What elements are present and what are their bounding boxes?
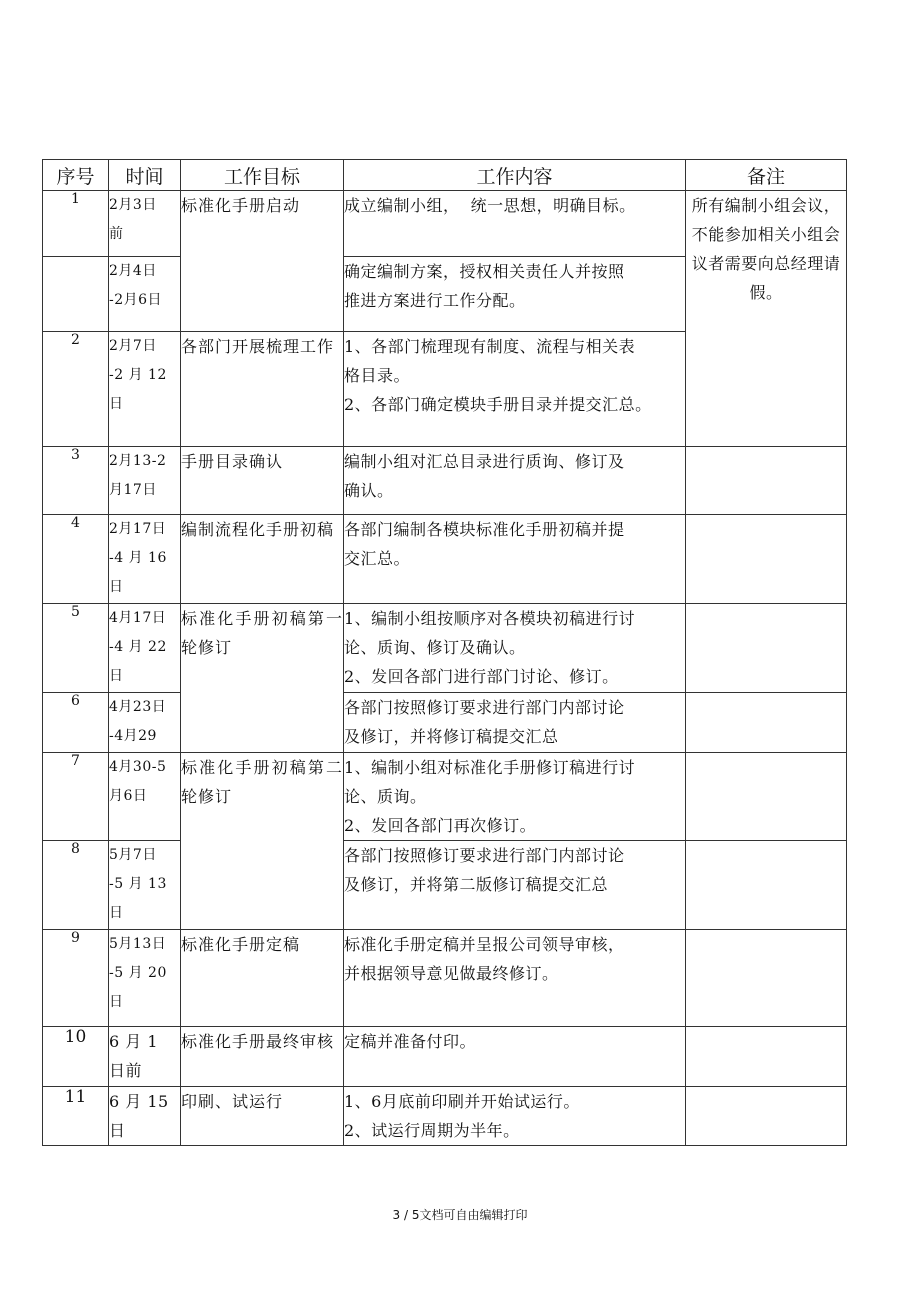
time-line: 2月3日 [109,197,157,213]
content-line: 及修订，并将修订稿提交汇总 [344,727,559,746]
time-line: 2月13-2 [109,453,167,469]
content-line: 1、编制小组按顺序对各模块初稿进行讨 [344,609,636,628]
time-line: 4月30-5 [109,759,167,775]
content-cell [344,753,686,841]
seq-cell: 1 [43,191,109,257]
seq-cell: 11 [43,1087,109,1146]
note-cell-empty [686,1027,847,1087]
content-cell [344,447,686,515]
time-cell [109,332,181,447]
content-line: 1、6月底前印刷并开始试运行。 [344,1092,580,1111]
goal-cell: 印刷、试运行 [181,1087,344,1146]
seq-cell: 10 [43,1027,109,1087]
time-line: 日 [109,1121,126,1140]
note-cell-empty [686,753,847,841]
time-line: 5月7日 [109,847,157,863]
time-line: -4 月 16 [109,550,167,566]
content-cell [344,257,686,332]
table-row [43,753,847,841]
content-cell [344,515,686,604]
seq-cell: 3 [43,447,109,515]
seq-cell: 8 [43,841,109,930]
time-line: -5 月 20 [109,965,167,981]
content-line: 1、各部门梳理现有制度、流程与相关表 [344,337,636,356]
time-line: 5月13日 [109,936,167,952]
goal-cell: 各部门开展梳理工作 [181,332,344,447]
goal-cell: 标准化手册启动 [181,191,344,332]
time-line: -2 月 12 [109,367,167,383]
content-line: 定稿并准备付印。 [344,1032,477,1051]
time-cell [109,604,181,693]
note-cell-empty [686,1087,847,1146]
time-cell [109,841,181,930]
time-cell [109,930,181,1027]
time-line: 2月4日 [109,263,157,279]
content-line: 确认。 [344,481,394,500]
content-line: 标准化手册定稿并呈报公司领导审核， [344,935,625,954]
note-cell-empty [686,841,847,930]
content-line: 确定编制方案，授权相关责任人并按照 [344,262,625,281]
time-line: 4月23日 [109,699,167,715]
note-cell-empty [686,515,847,604]
content-line: 各部门按照修订要求进行部门内部讨论 [344,698,625,717]
content-line: 格目录。 [344,366,411,385]
content-cell [344,930,686,1027]
table-row [43,447,847,515]
seq-cell: 5 [43,604,109,693]
time-line: 4月17日 [109,610,167,626]
seq-cell: 9 [43,930,109,1027]
content-line: 论、质询、修订及确认。 [344,638,526,657]
goal-cell: 编制流程化手册初稿 [181,515,344,604]
time-cell [109,257,181,332]
content-line: 2、发回各部门再次修订。 [344,816,537,835]
table-row [43,515,847,604]
time-line: -2月6日 [109,292,163,308]
time-line: 日前 [109,1061,143,1080]
note-cell-empty [686,930,847,1027]
time-cell [109,1027,181,1087]
note-cell-empty [686,604,847,693]
table-row [43,841,847,930]
content-line: 推进方案进行工作分配。 [344,291,526,310]
table-row [43,1027,847,1087]
content-line: 及修订，并将第二版修订稿提交汇总 [344,875,609,894]
table-row [43,604,847,693]
content-cell [344,604,686,693]
goal-cell: 标准化手册定稿 [181,930,344,1027]
content-line: 成立编制小组， 统一思想，明确目标。 [344,196,636,215]
time-line: -5 月 13 [109,876,167,892]
table-row [43,693,847,753]
time-cell [109,1087,181,1146]
content-cell [344,693,686,753]
content-line: 论、质询。 [344,787,427,806]
note-cell-empty [686,693,847,753]
header-note: 备注 [686,160,847,191]
time-line: 日 [109,668,124,684]
seq-cell: 2 [43,332,109,447]
time-cell [109,515,181,604]
time-line: 日 [109,905,124,921]
table-row [43,1087,847,1146]
time-cell [109,693,181,753]
goal-cell: 标准化手册初稿第一轮修订 [181,604,344,753]
content-cell [344,1027,686,1087]
content-line: 2、发回各部门进行部门讨论、修订。 [344,667,619,686]
work-plan-table [42,159,847,1146]
table-header-row [43,160,847,191]
content-line: 各部门按照修订要求进行部门内部讨论 [344,846,625,865]
goal-cell: 标准化手册初稿第二轮修订 [181,753,344,930]
content-cell [344,191,686,257]
content-line: 编制小组对汇总目录进行质询、修订及 [344,452,625,471]
time-line: 月17日 [109,482,157,498]
time-cell [109,191,181,257]
time-line: -4 月 22 [109,639,167,655]
time-line: 前 [109,226,124,242]
goal-cell: 标准化手册最终审核 [181,1027,344,1087]
seq-cell: 4 [43,515,109,604]
content-line: 并根据领导意见做最终修订。 [344,964,559,983]
header-seq: 序号 [43,160,109,191]
time-line: 2月7日 [109,338,157,354]
content-line: 各部门编制各模块标准化手册初稿并提 [344,520,625,539]
header-content: 工作内容 [344,160,686,191]
content-line: 交汇总。 [344,549,411,568]
page-footer: 3 / 5文档可自由编辑打印 [392,1208,528,1222]
table-row [43,930,847,1027]
time-line: 日 [109,396,124,412]
seq-cell: 7 [43,753,109,841]
content-cell [344,841,686,930]
content-line: 2、试运行周期为半年。 [344,1121,520,1140]
header-time: 时间 [109,160,181,191]
time-line: 6 月 15 [109,1092,169,1111]
note-cell-empty [686,447,847,515]
seq-cell: 6 [43,693,109,753]
content-line: 1、编制小组对标准化手册修订稿进行讨 [344,758,636,777]
table-row [43,191,847,257]
goal-cell: 手册目录确认 [181,447,344,515]
note-cell: 所有编制小组会议，不能参加相关小组会议者需要向总经理请假。 [686,191,847,447]
time-cell [109,753,181,841]
seq-cell [43,257,109,332]
content-cell [344,1087,686,1146]
time-line: 日 [109,994,124,1010]
time-line: 月6日 [109,788,148,804]
time-line: 6 月 1 [109,1032,159,1051]
content-cell [344,332,686,447]
content-line: 2、各部门确定模块手册目录并提交汇总。 [344,395,652,414]
header-goal: 工作目标 [181,160,344,191]
time-line: 2月17日 [109,521,167,537]
time-line: -4月29 [109,728,157,744]
time-cell [109,447,181,515]
time-line: 日 [109,579,124,595]
